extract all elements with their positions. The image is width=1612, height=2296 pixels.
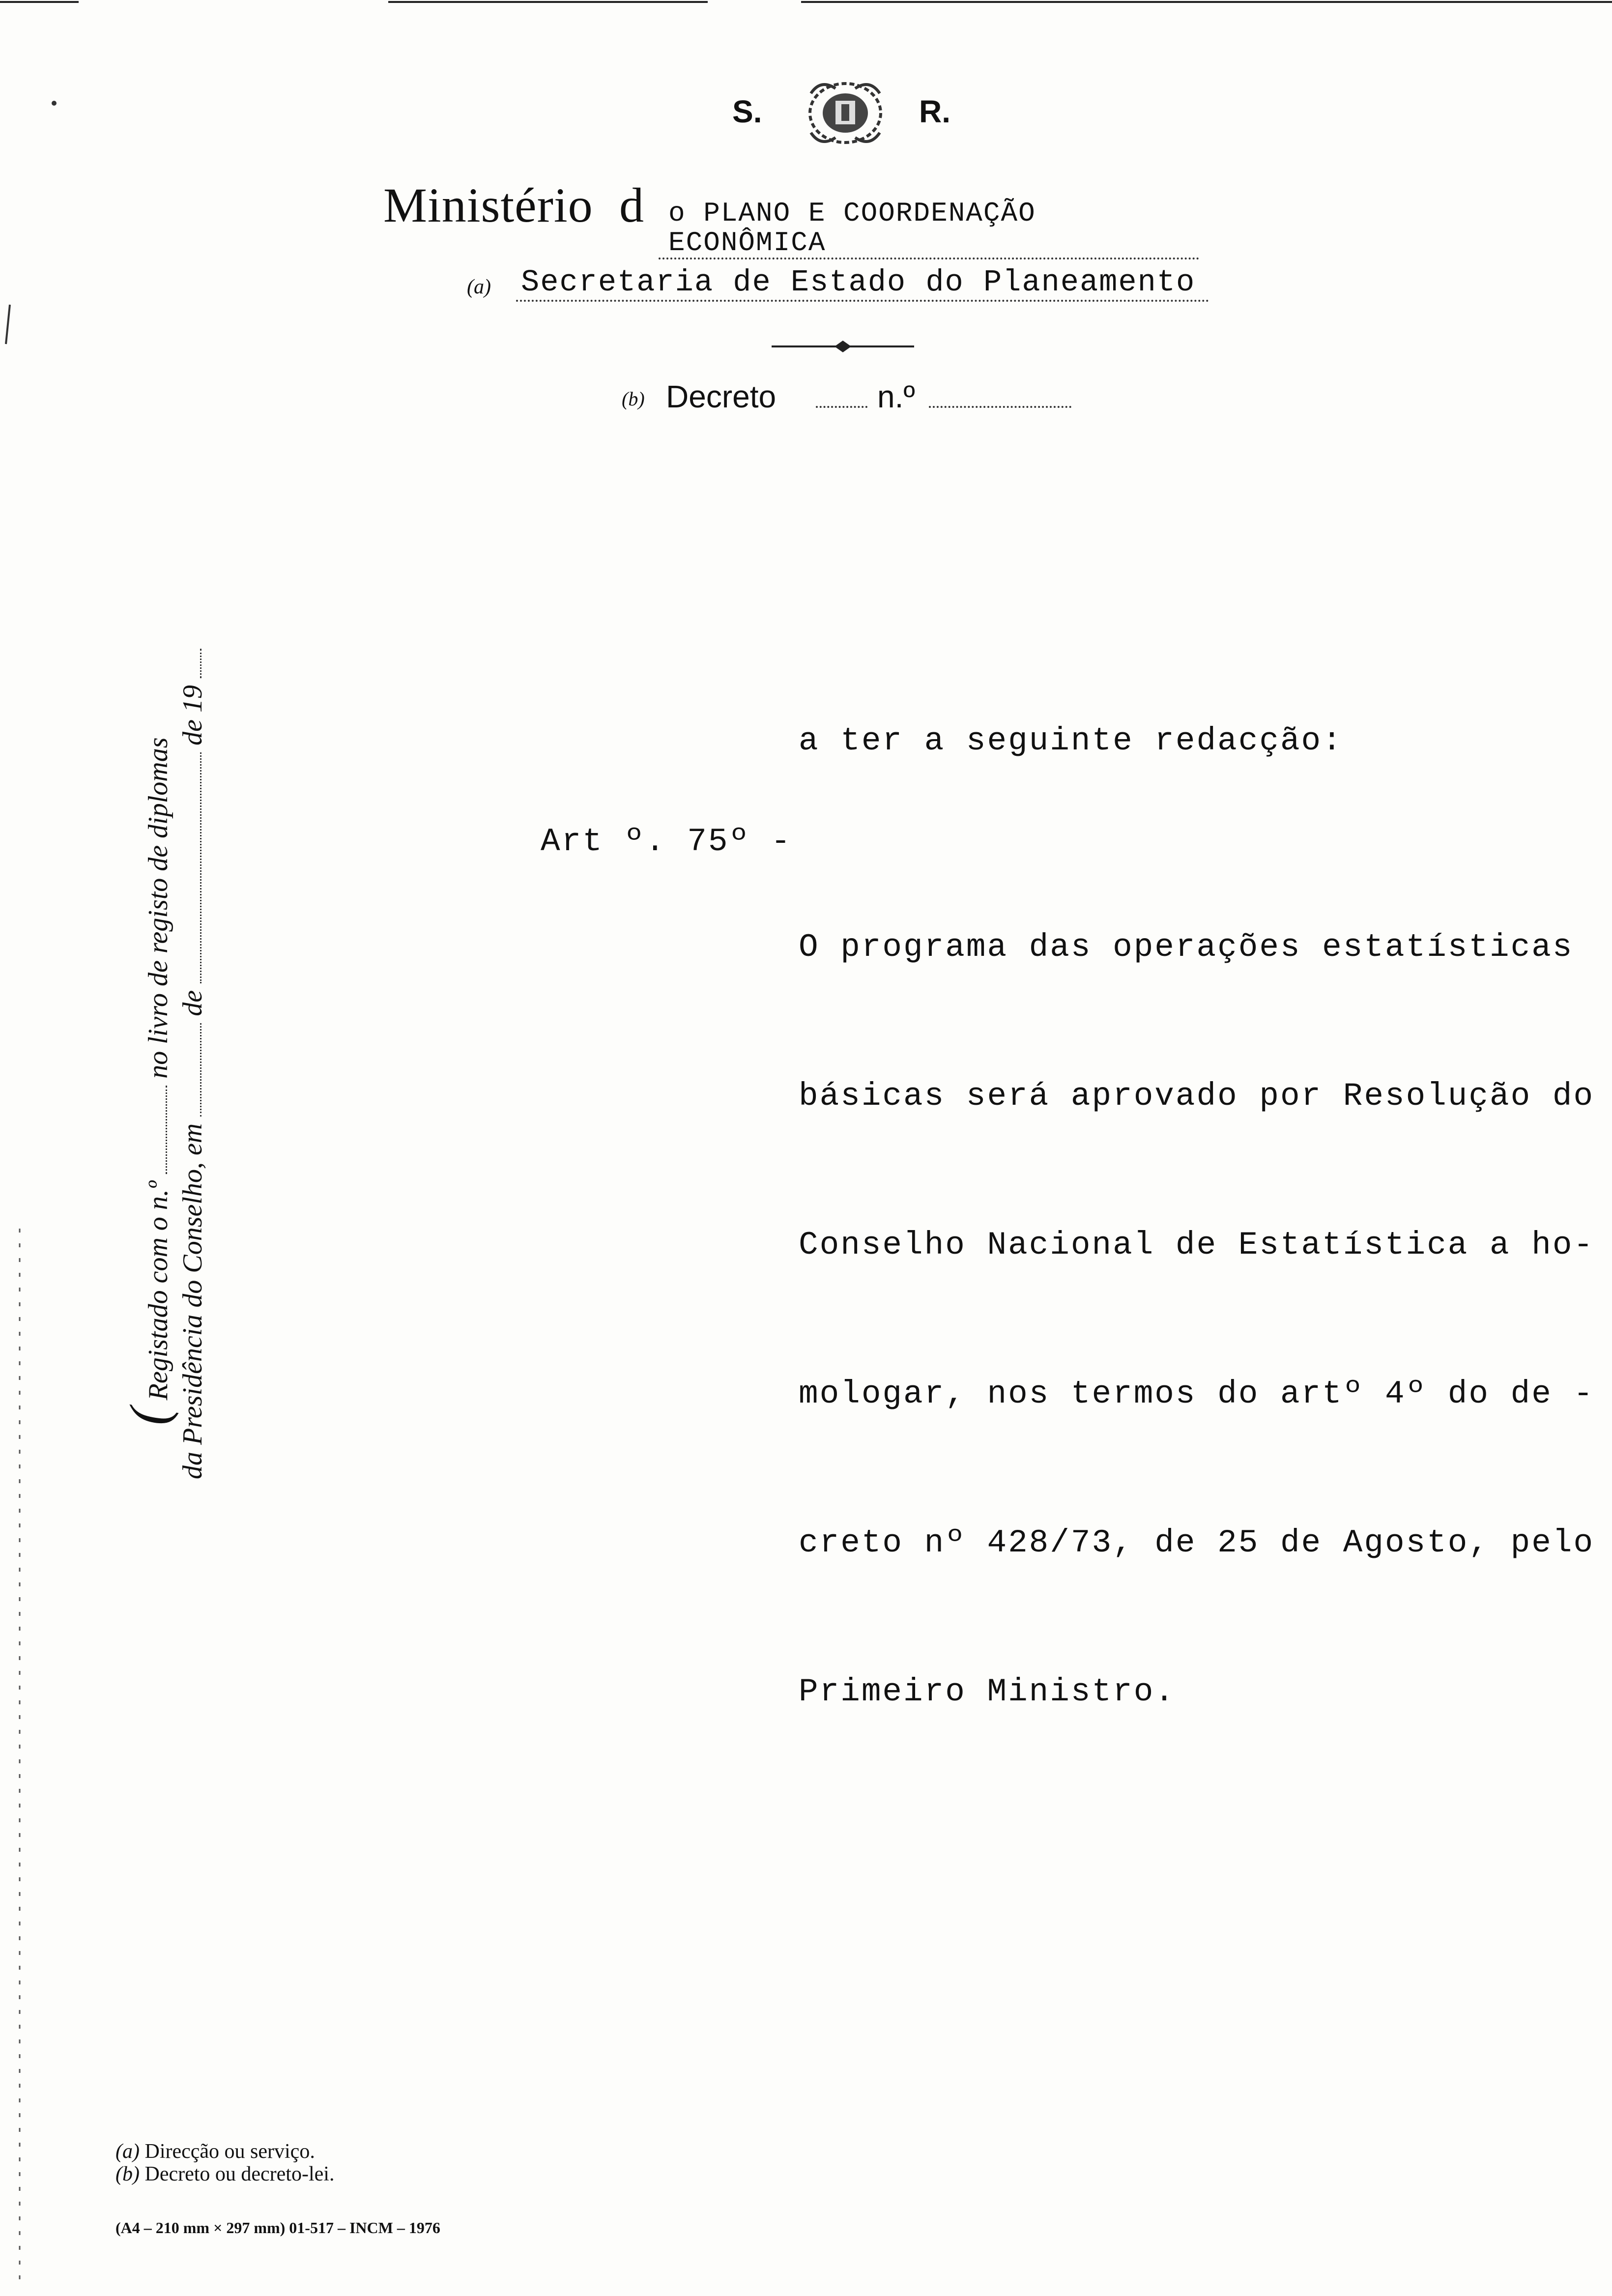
coat-of-arms-emblem [801, 74, 890, 152]
registration-number-blank [166, 1086, 167, 1174]
ornament-divider [772, 339, 914, 354]
footnote-a-key: (a) [115, 2140, 140, 2163]
footnote-b-key: (b) [115, 2163, 140, 2185]
ministry-prefix: Ministério [383, 178, 593, 232]
margin-bracket: ( [119, 1407, 179, 1425]
top-border-line [801, 1, 1612, 3]
secretaria-line [467, 260, 1253, 305]
month-blank [200, 752, 202, 983]
article-line: O programa das operações estatísticas [799, 929, 1574, 966]
decreto-type-blank [816, 406, 867, 408]
left-margin-scan-marks [0, 0, 69, 2296]
ministry-connector: d [619, 178, 644, 232]
republic-header [727, 74, 963, 152]
decreto-number-blank [929, 406, 1071, 408]
day-blank [200, 1023, 202, 1117]
article-line: básicas será aprovado por Resolução do [799, 1078, 1595, 1115]
article-line: Primeiro Ministro. [799, 1673, 1176, 1710]
header-letter-r: R. [919, 94, 950, 129]
secretaria-field: Secretaria de Estado do Planeamento [516, 265, 1209, 302]
margin-registration-line [118, 737, 180, 1425]
article-label: Art º. 75º - [541, 823, 792, 860]
top-border-line [388, 1, 708, 3]
ministry-name-field: o PLANO E COORDENAÇÃO ECONÔMICA [659, 199, 1199, 259]
margin-line1-start: Registado com o n.º [143, 1180, 173, 1401]
margin-line2-mid: de [177, 990, 208, 1016]
footnote-a [115, 2140, 334, 2163]
header-letter-s: S. [732, 94, 762, 129]
form-code: (A4 – 210 mm × 297 mm) 01-517 – INCM – 1976 [115, 2219, 440, 2237]
secretaria-note-marker: (a) [467, 276, 491, 298]
article-body [799, 823, 1594, 1766]
footnote-b-text: Decreto ou decreto-lei. [144, 2163, 335, 2185]
decreto-label: Decreto [666, 379, 777, 414]
footnotes [115, 2140, 334, 2185]
article-line: mologar, nos termos do artº 4º do de - [799, 1376, 1595, 1412]
margin-line2-end: de 19 [177, 685, 208, 746]
year-blank [200, 649, 202, 678]
margin-date-line [177, 649, 208, 1479]
intro-text: a ter a seguinte redacção: [799, 722, 1343, 759]
numero-label: n.º [877, 379, 915, 414]
decreto-note-marker: (b) [622, 388, 645, 410]
ministry-line [383, 177, 1317, 258]
article-line: Conselho Nacional de Estatística a ho- [799, 1227, 1595, 1263]
footnote-a-text: Direcção ou serviço. [144, 2140, 315, 2163]
article-line: creto nº 428/73, de 25 de Agosto, pelo [799, 1524, 1595, 1561]
margin-line1-end: no livro de registo de diplomas [143, 737, 173, 1079]
decreto-line [622, 378, 1089, 428]
margin-line2-start: da Presidência do Conselho, em [177, 1123, 208, 1479]
footnote-b [115, 2163, 334, 2185]
